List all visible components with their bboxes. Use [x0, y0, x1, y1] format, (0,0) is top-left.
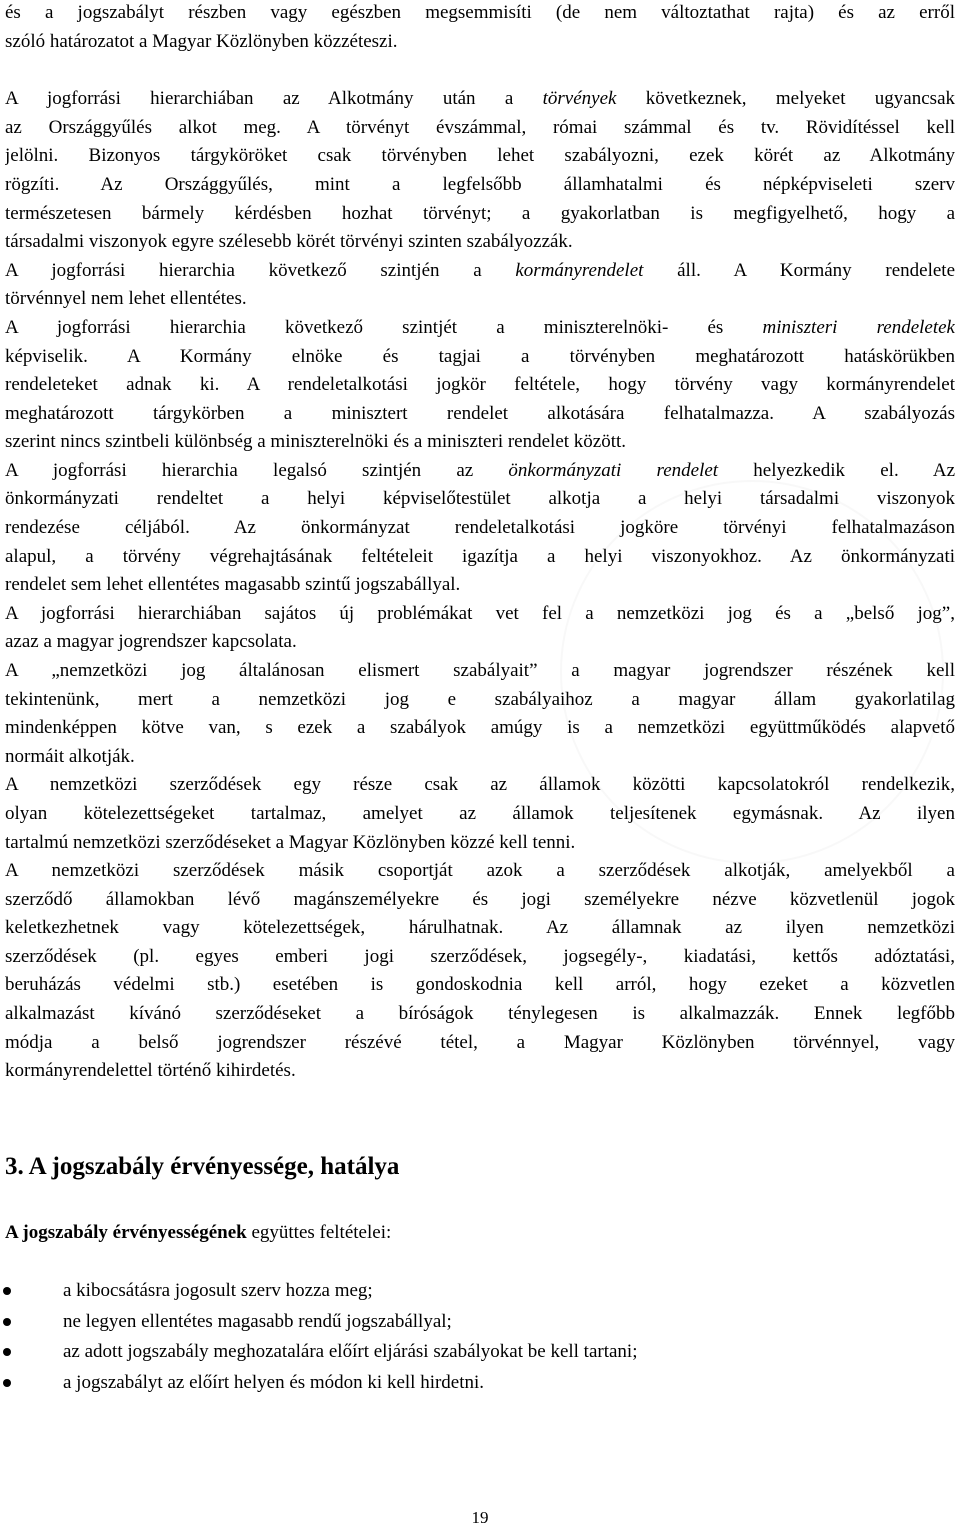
- paragraph-line: mindenképpen kötve van, s ezek a szabályok amúgy is a nemzetközi együttműködés alapvető: [5, 717, 955, 738]
- paragraph-line: törvénnyel nem lehet ellentétes.: [5, 288, 247, 309]
- paragraph-line: A jogforrási hierarchia következő szintjén a kormányrendelet áll. A Kormány rendelete: [5, 260, 955, 281]
- paragraph-line: szerint nincs szintbeli különbség a miniszterelnöki és a miniszteri rendelet között.: [5, 431, 627, 452]
- paragraph-line: képviselik. A Kormány elnöke és tagjai a törvényben meghatározott hatáskörükben: [5, 346, 955, 367]
- paragraph-line: beruházás védelmi stb.) esetében is gondoskodnia kell arról, hogy ezeket a közvetlen: [5, 974, 955, 995]
- paragraph-line: rögzíti. Az Országgyűlés, mint a legfelsőbb államhatalmi és népképviseleti szerv: [5, 174, 955, 195]
- paragraph-line: társadalmi viszonyok egyre szélesebb körét törvényi szinten szabályozzák.: [5, 231, 573, 252]
- paragraph-line: A nemzetközi szerződések másik csoportját azok a szerződések alkotják, amelyekből a: [5, 860, 955, 881]
- paragraph-line: rendelet sem lehet ellentétes magasabb szintű jogszabállyal.: [5, 574, 461, 595]
- paragraph-line: rendezése céljából. Az önkormányzat rendeletalkotási jogköre törvényi felhatalmazáson: [5, 517, 955, 538]
- paragraph-line: módja a belső jogrendszer részévé tétel, a Magyar Közlönyben törvénnyel, vagy: [5, 1032, 955, 1053]
- paragraph-line: alapul, a törvény végrehajtásának feltételeit igazítja a helyi viszonyokhoz. Az önkormányzati: [5, 546, 955, 567]
- list-item: ne legyen ellentétes magasabb rendű jogszabállyal;: [0, 1307, 638, 1338]
- bullet-icon: [3, 1287, 11, 1295]
- list-item: a kibocsátásra jogosult szerv hozza meg;: [0, 1276, 638, 1307]
- paragraph-line: szóló határozatot a Magyar Közlönyben közzéteszi.: [5, 31, 398, 52]
- paragraph-line: A jogforrási hierarchiában sajátos új problémákat vet fel a nemzetközi jog és a „belső jog”,: [5, 603, 955, 624]
- paragraph-line: az Országgyűlés alkot meg. A törvényt évszámmal, római számmal és tv. Rövidítéssel kell: [5, 117, 955, 138]
- list-item: az adott jogszabály meghozatalára előírt eljárási szabályokat be kell tartani;: [0, 1337, 638, 1368]
- paragraph-line: szerződések (pl. egyes emberi jogi szerződések, jogsegély-, kiadatási, kettős adóztatási,: [5, 946, 955, 967]
- paragraph-line: és a jogszabályt részben vagy egészben megsemmisíti (de nem változtathat rajta) és az erről: [5, 2, 955, 23]
- subheading: [5, 1222, 391, 1244]
- paragraph-line: meghatározott tárgykörben a minisztert rendelet alkotására felhatalmazza. A szabályozás: [5, 403, 955, 424]
- list-item: a jogszabályt az előírt helyen és módon ki kell hirdetni.: [0, 1368, 638, 1399]
- paragraph-line: rendeleteket adnak ki. A rendeletalkotási jogkör feltétele, hogy törvény vagy kormányrendelet: [5, 374, 955, 395]
- bullet-icon: [3, 1318, 11, 1326]
- paragraph-line: alkalmazást kívánó szerződéseket a bíróságok ténylegesen is alkalmazzák. Ennek legfőbb: [5, 1003, 955, 1024]
- paragraph-line: tekintenünk, mert a nemzetközi jog e szabályaihoz a magyar állam gyakorlatilag: [5, 689, 955, 710]
- paragraph-line: A jogforrási hierarchiában az Alkotmány után a törvények következnek, melyeket ugyancsak: [5, 88, 955, 109]
- section-heading: 3. A jogszabály érvényessége, hatálya: [5, 1153, 400, 1180]
- paragraph-line: azaz a magyar jogrendszer kapcsolata.: [5, 631, 297, 652]
- bullet-icon: [3, 1348, 11, 1356]
- paragraph-line: önkormányzati rendeltet a helyi képviselőtestület alkotja a helyi társadalmi viszonyok: [5, 488, 955, 509]
- paragraph-line: A jogforrási hierarchia legalsó szintjén az önkormányzati rendelet helyezkedik el. Az: [5, 460, 955, 481]
- paragraph-line: olyan kötelezettségeket tartalmaz, amelyet az államok teljesítenek egymásnak. Az ilyen: [5, 803, 955, 824]
- page-number: 19: [471, 1508, 489, 1527]
- paragraph-line: természetesen bármely kérdésben hozhat törvényt; a gyakorlatban is megfigyelhető, hogy a: [5, 203, 955, 224]
- paragraph-line: A nemzetközi szerződések egy része csak az államok közötti kapcsolatokról rendelkezik,: [5, 774, 955, 795]
- paragraph-line: szerződő államokban lévő magánszemélyekre és jogi személyekre nézve közvetlenül jogok: [5, 889, 955, 910]
- bullet-icon: [3, 1379, 11, 1387]
- paragraph-line: A jogforrási hierarchia következő szintjét a miniszterelnöki- és miniszteri rendeletek: [5, 317, 955, 338]
- paragraph-line: A „nemzetközi jog általánosan elismert szabályait” a magyar jogrendszer részének kell: [5, 660, 955, 681]
- paragraph-line: keletkezhetnek vagy kötelezettségek, hárulhatnak. Az államnak az ilyen nemzetközi: [5, 917, 955, 938]
- conditions-list: [0, 1276, 638, 1398]
- subheading-rest: együttes feltételei:: [246, 1222, 392, 1243]
- paragraph-line: kormányrendelettel történő kihirdetés.: [5, 1060, 296, 1081]
- paragraph-line: jelölni. Bizonyos tárgyköröket csak törvényben lehet szabályozni, ezek körét az Alkotmány: [5, 145, 955, 166]
- subheading-bold: A jogszabály érvényességének: [5, 1222, 247, 1243]
- paragraph-line: tartalmú nemzetközi szerződéseket a Magyar Közlönyben közzé kell tenni.: [5, 832, 576, 853]
- paragraph-line: normáit alkotják.: [5, 746, 135, 767]
